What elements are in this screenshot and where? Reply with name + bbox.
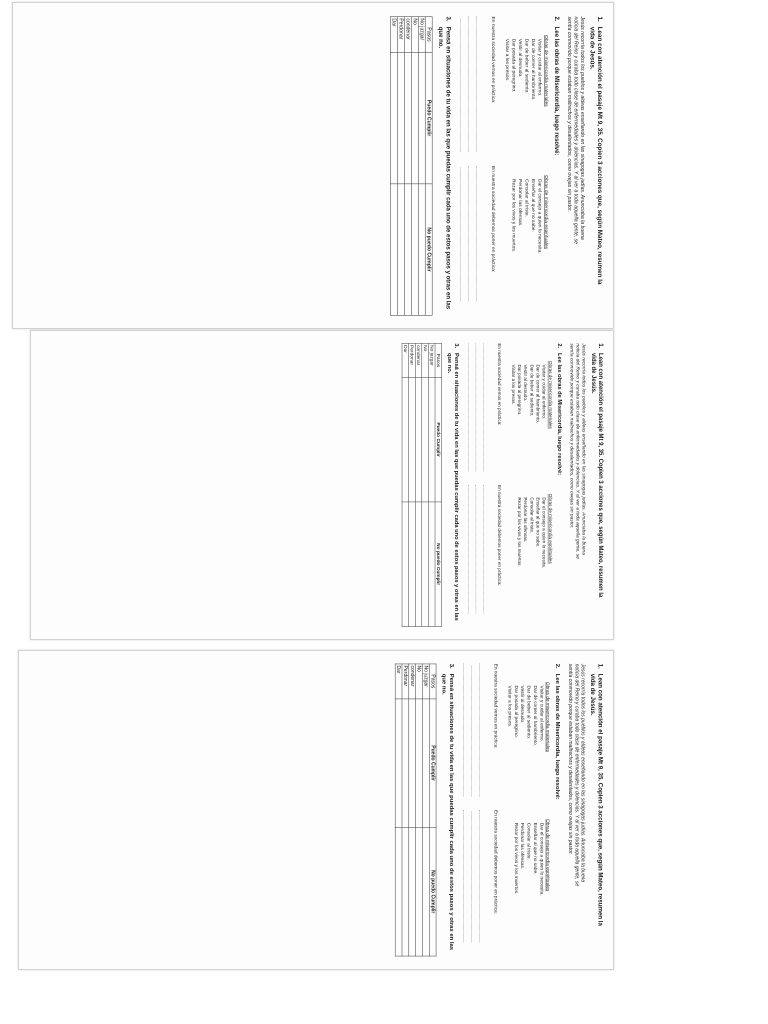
table-row — [409, 344, 416, 627]
answer-line[interactable] — [468, 16, 476, 152]
practice-prompts — [497, 343, 502, 626]
table-row — [416, 664, 423, 956]
answer-line[interactable] — [464, 810, 472, 943]
steps-table — [402, 343, 442, 626]
table-row — [402, 664, 409, 956]
works-of-mercy-columns — [504, 16, 549, 315]
table-cell-cannot[interactable] — [390, 183, 397, 314]
material-works-heading: Obras de misericordia materiales — [545, 681, 551, 752]
question-2-number: 2. — [556, 343, 564, 349]
material-work-item: Visitar y cuidar al enfermo. — [537, 38, 543, 96]
table-row — [409, 664, 416, 956]
spiritual-work-item: Enseñar al que no sabe. — [535, 497, 541, 548]
question-2-title — [555, 664, 562, 957]
verse-line: noticia del Reino y curaba todo clase de enfermedades y dolencias. Y al ver a toda aquella gente, se — [575, 343, 581, 559]
table-cell-cannot[interactable] — [428, 502, 435, 627]
practice-prompt-should: En nuestra sociedad debemos poner en práctica: — [496, 485, 503, 586]
question-3-title-line1: Pensá en situaciones de tu vida en las que puedas cumplir cada uno de estos pasos y otras en las — [448, 673, 456, 951]
question-3-number: 3. — [453, 343, 461, 349]
rotated-page — [19, 651, 613, 969]
material-work-item: Dar de beber al sediento. — [524, 38, 530, 94]
table-row-label: condenar — [404, 16, 411, 52]
question-1-title-line2: vida de Jesús. — [590, 353, 598, 394]
spiritual-works-heading: Obras de misericordia espirituales — [545, 819, 551, 892]
table-cell-can[interactable] — [422, 377, 429, 502]
answer-lines — [460, 16, 484, 315]
answer-line[interactable] — [471, 810, 479, 943]
answer-line[interactable] — [479, 664, 487, 797]
table-header-steps: Pasos — [429, 664, 436, 699]
question-1-title — [589, 664, 604, 957]
material-work-item: Dar de beber al sediento. — [526, 685, 532, 740]
material-work-item: Vestir al desnudo. — [517, 38, 524, 78]
spiritual-work-item: Rezar por los vivos y los muertos. — [513, 822, 519, 895]
table-cell-cannot[interactable] — [395, 827, 402, 956]
question-2-title — [554, 16, 561, 315]
answer-line[interactable] — [483, 343, 490, 471]
spiritual-work-item: Enseñar al que no sabe. — [532, 822, 539, 875]
bible-verse — [569, 343, 587, 626]
works-of-mercy-columns — [507, 664, 552, 957]
spiritual-work-item: Perdonar las ofensas. — [519, 822, 526, 870]
table-row-label: Dar — [402, 344, 409, 378]
table-row-label: Perdonar — [402, 664, 409, 699]
table-cell-cannot[interactable] — [402, 502, 409, 627]
table-cell-cannot[interactable] — [404, 183, 411, 314]
material-work-item: Vestir al desnudo. — [522, 364, 529, 402]
table-row-label: No — [422, 344, 429, 378]
question-2-text: Lee las obras de Misericordia, luego resolvé: — [553, 26, 561, 156]
table-row-label: No — [411, 16, 418, 52]
answer-line[interactable] — [460, 166, 468, 302]
question-2-number: 2. — [554, 663, 562, 669]
material-works — [507, 682, 552, 819]
answer-line[interactable] — [476, 485, 483, 613]
table-cell-can[interactable] — [411, 52, 418, 183]
question-2-text: Lee las obras de Misericordia, luego resolvé: — [554, 673, 562, 800]
question-3-number: 3. — [444, 16, 452, 22]
table-cell-cannot[interactable] — [416, 827, 423, 956]
verse-line: noticia del Reino y curaba todo clase de enfermedades y dolencias. Y al ver a toda aquella gente, se — [573, 663, 580, 887]
table-cell-cannot[interactable] — [397, 183, 404, 314]
table-row — [418, 16, 425, 315]
material-work-item: Visitar y cuidar al enfermo. — [541, 364, 547, 420]
question-2-text: Lee las obras de Misericordia, luego resolvé: — [556, 353, 564, 476]
question-2-number: 2. — [553, 16, 561, 22]
table-row — [422, 664, 429, 956]
material-works-heading: Obras de misericordia materiales — [543, 34, 550, 107]
rotated-page — [13, 3, 613, 328]
answer-line[interactable] — [468, 343, 475, 471]
table-row — [397, 16, 404, 315]
question-1-title-line1: Lean con atención el pasaje Mt 9, 35. Copien 3 acciones que, según Mateo, resumen la — [597, 673, 604, 926]
material-work-item: Visitar a los presos. — [504, 38, 511, 81]
question-3-title — [437, 16, 452, 315]
table-row-label: No juzgar — [418, 16, 425, 52]
table-row-label: No — [416, 664, 423, 699]
table-cell-cannot[interactable] — [411, 183, 418, 314]
table-cell-can[interactable] — [415, 377, 422, 502]
answer-line[interactable] — [471, 664, 479, 797]
material-work-item: Vestir al desnudo. — [519, 685, 526, 724]
answer-lines-left[interactable] — [468, 343, 490, 485]
table-row — [428, 344, 435, 627]
rotated-page — [31, 331, 613, 639]
answer-line[interactable] — [479, 810, 487, 943]
table-cell-cannot[interactable] — [402, 827, 409, 956]
practice-prompt-should: En nuestra sociedad debemos poner en práctica: — [490, 165, 496, 272]
verse-line: Jesús recorría todos los pueblos y aldeas enseñando en las sinagogas judías. Anunciaba la buena — [581, 343, 587, 555]
table-header-cannot: No puedo Cumplir — [425, 183, 432, 314]
table-row — [395, 664, 402, 956]
table-cell-can[interactable] — [409, 377, 416, 502]
bible-verse — [567, 664, 586, 957]
material-work-item: Dar posada al peregrino. — [513, 685, 519, 739]
spiritual-work-item: Enseñar al que no sabe. — [530, 178, 537, 232]
practice-prompts — [493, 664, 498, 957]
table-cell-can[interactable] — [390, 52, 397, 183]
answer-line[interactable] — [476, 16, 484, 152]
steps-table — [390, 16, 432, 315]
table-cell-can[interactable] — [397, 52, 404, 183]
question-1-title — [589, 16, 604, 315]
table-cell-cannot[interactable] — [409, 502, 416, 627]
worksheet — [19, 651, 613, 969]
material-work-item: Visitar a los presos. — [510, 364, 516, 405]
steps-table — [395, 664, 436, 957]
material-work-item: Dar de comer al hambriento. — [530, 38, 537, 101]
question-1-title — [590, 343, 604, 626]
works-of-mercy-columns — [510, 343, 553, 626]
question-3-title — [441, 664, 456, 957]
verse-line: Jesús recorría todos los pueblos y aldeas enseñando en las sinagogas judías. Anunciaba la buena — [580, 663, 586, 883]
material-works — [510, 361, 553, 494]
table-cell-can[interactable] — [402, 377, 409, 502]
spiritual-works-heading: Obras de misericordia espirituales — [543, 174, 550, 249]
table-cell-can[interactable] — [428, 377, 435, 502]
table-cell-can[interactable] — [422, 699, 429, 828]
spiritual-work-item: Consolar al triste. — [528, 497, 535, 534]
verse-line: noticia del Reino y curaba todo clase de enfermedades y dolencias. Y al ver a toda aquella gente, se — [573, 16, 579, 244]
answer-line[interactable] — [476, 343, 483, 471]
bible-verse — [566, 16, 586, 315]
worksheet — [13, 3, 613, 328]
table-row — [402, 344, 409, 627]
question-1-number: 1. — [597, 343, 605, 349]
material-work-item: Visitar y cuidar al enfermo. — [538, 685, 545, 742]
table-row — [422, 344, 429, 627]
table-header-row — [435, 344, 442, 627]
question-2-title — [557, 343, 564, 626]
question-3-title-line1: Pensá en situaciones de tu vida en las que puedas cumplir cada uno de estos pasos y otras en las — [444, 26, 452, 309]
table-cell-cannot[interactable] — [422, 827, 429, 956]
spiritual-work-item: Dar el consejo a quien lo necesita. — [537, 178, 543, 254]
table-cell-cannot[interactable] — [422, 502, 429, 627]
spiritual-works-heading: Obras de misericordia espirituales — [547, 493, 553, 564]
answer-lines-right[interactable] — [468, 485, 490, 627]
table-header-can: Puedo Cumplir — [425, 52, 432, 183]
table-header-can: Puedo Cumplir — [435, 377, 442, 502]
verse-line: Jesús recorría todos los pueblos y aldeas enseñando en las sinagogas judías. Anunciaba la buena — [579, 16, 586, 240]
practice-prompt-seen: En nuestra sociedad vemos en práctica: — [490, 16, 496, 103]
table-row — [390, 16, 397, 315]
practice-prompt-seen: En nuestra sociedad vemos en práctica: — [496, 343, 503, 426]
answer-line[interactable] — [468, 485, 475, 613]
table-row-label: Perdonar — [409, 344, 416, 378]
table-row — [404, 16, 411, 315]
material-works — [504, 35, 549, 175]
answer-lines-right[interactable] — [464, 810, 487, 956]
table-cell-can[interactable] — [395, 699, 402, 828]
table-row-label: condenar — [409, 664, 416, 699]
table-header-steps: Pasos — [425, 16, 432, 52]
question-1-title-line1: Lean con atención el pasaje Mt 9, 35. Copien 3 acciones que, según Mateo, resumen la — [596, 26, 604, 284]
answer-line[interactable] — [460, 16, 468, 152]
answer-lines-right[interactable] — [460, 166, 484, 316]
material-work-item: Dar de beber al sediento. — [528, 364, 535, 417]
answer-line[interactable] — [464, 664, 472, 797]
answer-line[interactable] — [468, 166, 476, 302]
table-row-label: Dar — [390, 16, 397, 52]
question-3-title — [446, 343, 460, 626]
question-1-title-line1: Lean con atención el pasaje Mt 9, 35. Copien 3 acciones que, según Mateo, resumen la — [597, 353, 605, 598]
table-header-row — [429, 664, 436, 956]
spiritual-works — [504, 175, 549, 315]
worksheet-copy-1 — [12, 2, 614, 329]
table-header-cannot: No puedo Cumplir — [429, 827, 436, 956]
spiritual-work-item: Dar el consejo a quien lo necesita. — [538, 822, 545, 896]
answer-lines — [464, 664, 487, 957]
question-3-title-line1: Pensá en situaciones de tu vida en las que puedas cumplir cada uno de estos pasos y otras en las — [453, 353, 461, 621]
worksheet-copy-2 — [30, 330, 614, 640]
table-row — [411, 16, 418, 315]
table-cell-cannot[interactable] — [415, 502, 422, 627]
verse-line: sentía conmovido porque estaban maltrechos y desalentados, como ovejas sin pastor. — [566, 16, 573, 212]
table-cell-cannot[interactable] — [409, 827, 416, 956]
verse-line: sentía conmovido porque estaban maltrechos y desalentados, como ovejas sin pastor. — [567, 663, 574, 855]
spiritual-work-item: Rezar por los vivos y los muertos. — [516, 497, 522, 567]
table-row-label: No juzgar — [428, 344, 435, 378]
table-cell-can[interactable] — [418, 52, 425, 183]
question-3-title-line2: que no. — [446, 353, 454, 374]
question-3-number: 3. — [448, 663, 456, 669]
material-work-item: Dar de comer al hambriento. — [535, 364, 541, 423]
table-row-label: Perdonar — [397, 16, 404, 52]
spiritual-work-item: Dar el consejo a quien lo necesita. — [541, 497, 547, 568]
table-cell-can[interactable] — [402, 699, 409, 828]
answer-line[interactable] — [476, 166, 484, 302]
table-header-row — [425, 16, 432, 315]
spiritual-work-item: Rezar por los vivos y los muertos. — [511, 178, 517, 252]
question-1-title-line2: vida de Jesús. — [589, 26, 597, 70]
question-1-number: 1. — [597, 663, 604, 669]
question-1-title-line2: vida de Jesús. — [589, 673, 597, 716]
answer-line[interactable] — [483, 485, 490, 613]
answer-lines — [468, 343, 490, 626]
material-work-item: Dar de comer al hambriento. — [532, 685, 539, 746]
table-cell-can[interactable] — [409, 699, 416, 828]
table-cell-can[interactable] — [416, 699, 423, 828]
worksheet — [31, 331, 613, 639]
answer-lines-left[interactable] — [464, 664, 487, 810]
spiritual-works — [507, 819, 552, 956]
verse-line: sentía conmovido porque estaban maltrechos y desalentados, como ovejas sin pastor. — [569, 343, 575, 529]
spiritual-work-item: Perdonar las ofensas. — [517, 178, 524, 226]
spiritual-works — [510, 494, 553, 627]
material-work-item: Visitar a los presos. — [507, 685, 513, 728]
question-1-number: 1. — [596, 16, 604, 22]
table-header-cannot: No puedo Cumplir — [435, 502, 442, 627]
answer-lines-left[interactable] — [460, 16, 484, 166]
material-work-item: Dar posada al peregrino. — [511, 38, 517, 92]
material-works-heading: Obras de misericordia materiales — [547, 360, 553, 429]
table-row-label: No juzgar — [422, 664, 429, 699]
table-cell-can[interactable] — [404, 52, 411, 183]
table-header-steps: Pasos — [435, 344, 442, 378]
table-cell-cannot[interactable] — [418, 183, 425, 314]
spiritual-work-item: Consolar al triste. — [526, 822, 532, 860]
practice-prompt-seen: En nuestra sociedad vemos en práctica: — [493, 663, 499, 749]
table-row-label: Dar — [395, 664, 402, 699]
question-3-title-line2: que no. — [437, 26, 445, 48]
spiritual-work-item: Perdonar las ofensas. — [522, 497, 529, 543]
table-header-can: Puedo Cumplir — [429, 699, 436, 828]
table-row — [415, 344, 422, 627]
practice-prompt-should: En nuestra sociedad debemos poner en práctica: — [493, 810, 499, 914]
spiritual-work-item: Consolar al triste. — [524, 178, 530, 217]
material-work-item: Dar posada al peregrino. — [516, 364, 522, 416]
worksheet-copy-3 — [18, 650, 614, 970]
practice-prompts — [490, 16, 496, 315]
question-3-title-line2: que no. — [441, 673, 449, 695]
table-row-label: condenar — [415, 344, 422, 378]
